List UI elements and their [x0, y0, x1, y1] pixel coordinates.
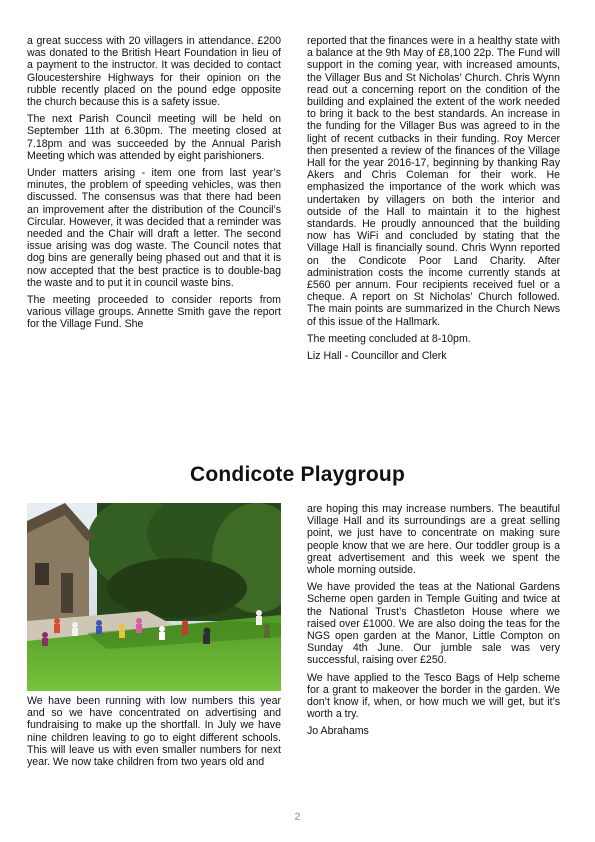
playgroup-column-left	[27, 695, 281, 773]
author-signature: Liz Hall - Councillor and Clerk	[307, 350, 447, 363]
paragraph: The meeting concluded at 8-10pm.	[307, 332, 471, 345]
playgroup-column-right	[307, 503, 560, 743]
paragraph: We have provided the teas at the National Gardens Scheme open garden in Temple Guiting and twice at the National Trust’s Chastleton House where we raised over £1000. We are also doing the teas for the NGS open garden at the Manor, Little Compton on Sunday 4th June. Our jumble sale was very successful, raising over £250.	[307, 581, 560, 667]
playgroup-photo	[27, 503, 281, 691]
section-heading: Condicote Playgroup	[190, 463, 405, 486]
paragraph: We have been running with low numbers this year and so we have concentrated on advertising and fundraising to make up the shortfall. In July we have nine children leaving to go to eight different schools. This will leave us with even smaller numbers for next year. We now take children from two years old and	[27, 695, 281, 769]
page-number: 2	[294, 811, 301, 823]
paragraph: We have applied to the Tesco Bags of Help scheme for a grant to makeover the border in the garden. We don’t know if, when, or how much we will get, but it’s worth a try.	[307, 671, 560, 721]
author-signature: Jo Abrahams	[307, 725, 369, 738]
paragraph: The next Parish Council meeting will be held on September 11th at 6.30pm. The meeting closed at 7.18pm and was succeeded by the Annual Parish Meeting which was attended by eight parishioners.	[27, 113, 281, 162]
parish-report-column-left	[27, 35, 281, 336]
parish-report-column-right	[307, 35, 560, 367]
paragraph: Under matters arising - item one from last year’s minutes, the problem of speeding vehicles, was then discussed. The consensus was that there had been an improvement after the distribution of the Council’s Circular. However, it was decided that a reminder was needed and the Chair will draft a letter. The second issue arising was dog waste. The Council notes that dog bins are generally being phased out and that it is now accepted that the best practice is to double-bag the waste and to put it in council waste bins.	[27, 167, 281, 289]
paragraph: are hoping this may increase numbers. The beautiful Village Hall and its surroundings are a great selling point, we just have to concentrate on making sure people know that we are here. Our toddler group is a great advertisement and this week we spent the whole morning outside.	[307, 503, 560, 577]
paragraph: The meeting proceeded to consider reports from various village groups. Annette Smith gave the report for the Village Fund. She	[27, 294, 281, 331]
paragraph: reported that the finances were in a healthy state with a balance at the 9th May of £8,100 22p. The Fund will support in the coming year, with increased amounts, the Villager Bus and St Nicholas’ Church. Chris Wynn read out a concerning report on the condition of the building and explained the extent of the work needed to bring it back to the best standards. An increase in the funding for the Villager Bus was agreed to in the light of recent cutbacks in their funding. Roy Mercer then presented a review of the finances of the Village Hall for the year 2016-17, beginning by thanking Ray Akers and Chris Coleman for their work. He emphasized the importance of the work which was undertaken by villagers on both the interior and outside of the Hall to maintain it to the highest standards. He proudly announced that the building now has WiFi and concluded by stating that the Village Hall is financially sound. Chris Wynn reported on the Condicote Poor Land Charity. After administration costs the income currently stands at £560 per annum. Four recipients received fuel or a cheque. A report on St Nicholas’ Church followed. The main points are summarized in the Church News of this issue of the Hallmark.	[307, 35, 560, 328]
paragraph: a great success with 20 villagers in attendance. £200 was donated to the British Heart Foundation in lieu of a payment to the instructor. It was decided to contact Gloucestershire Highways for their opinion on the rubble recently placed on the pound edge opposite the church because this is a safety issue.	[27, 35, 281, 109]
